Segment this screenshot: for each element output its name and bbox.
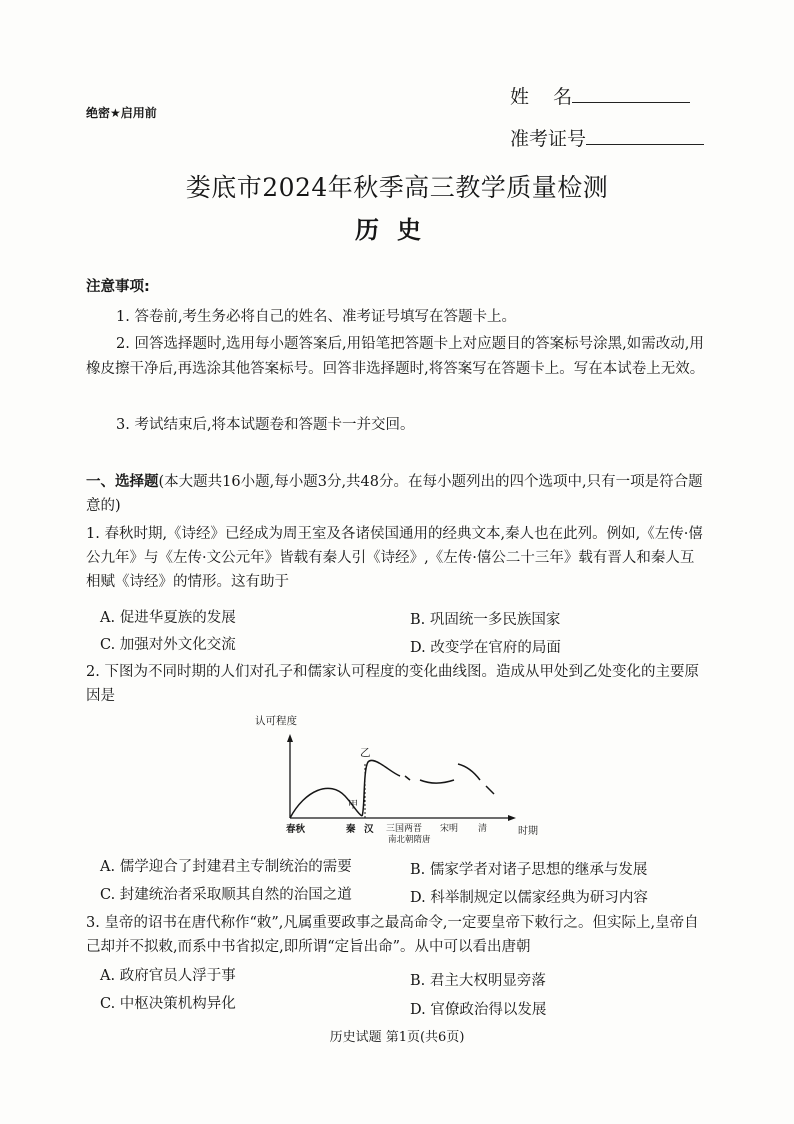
question-2-option-a[interactable]: A. 儒学迎合了封建君主专制统治的需要 (100, 859, 352, 875)
note-item-3: 3. 考试结束后,将本试题卷和答题卡一并交回。 (116, 417, 415, 433)
subject-title: 历史 (355, 215, 439, 244)
section-1-desc: (本大题共16小题,每小题3分,共48分。在每小题列出的四个选项中,只有一项是符合题意的) (86, 474, 703, 514)
exam-title: 娄底市2024年秋季高三教学质量检测 (185, 173, 609, 202)
mark-a-label: 甲 (348, 800, 358, 811)
curve-dash-2 (420, 780, 454, 783)
figure-y-arrow (287, 734, 293, 742)
note-item-1: 1. 答卷前,考生务必将自己的姓名、准考证号填写在答题卡上。 (116, 309, 517, 325)
period-label-songming: 宋明 (440, 824, 459, 834)
note-item-2: 2. 回答选择题时,选用每小题答案后,用铅笔把答题卡上对应题目的答案标号涂黑,如需改动,用橡皮擦干净后,再选涂其他答案标号。回答非选择题时,将答案写在答题卡上。写在本试卷上无效。 (86, 336, 705, 377)
question-1-option-d[interactable]: D. 改变学在官府的局面 (410, 640, 561, 656)
period-label-nanbeichao: 南北朝隋唐 (388, 835, 431, 845)
question-1-option-b[interactable]: B. 巩固统一多民族国家 (410, 612, 561, 628)
question-1-option-c[interactable]: C. 加强对外文化交流 (100, 637, 236, 653)
name-label: 姓 名 (510, 86, 573, 108)
section-1-heading: 一、选择题 (86, 474, 159, 490)
period-label-chunqiu: 春秋 (286, 824, 306, 835)
exam-id-blank[interactable] (586, 126, 704, 145)
question-3-option-b[interactable]: B. 君主大权明显旁落 (410, 973, 546, 989)
question-2-option-c[interactable]: C. 封建统治者采取顺其自然的治国之道 (100, 887, 352, 903)
curve-segment-3 (384, 766, 400, 776)
recognition-curve-figure (250, 710, 570, 852)
question-2-option-b[interactable]: B. 儒家学者对诸子思想的继承与发展 (410, 862, 648, 878)
question-3-option-c[interactable]: C. 中枢决策机构异化 (100, 996, 236, 1012)
exam-id-field (510, 124, 704, 151)
question-2-option-d[interactable]: D. 科举制规定以儒家经典为研习内容 (410, 890, 648, 906)
question-3-option-d[interactable]: D. 官僚政治得以发展 (410, 1002, 547, 1018)
mark-b-label: 乙 (360, 747, 371, 759)
period-label-qin: 秦 (346, 824, 356, 835)
figure-x-label: 时期 (518, 826, 538, 837)
question-1-stem: 1. 春秋时期,《诗经》已经成为周王室及各诸侯国通用的经典文本,秦人也在此列。例如,《左传·僖公九年》与《左传·文公元年》皆载有秦人引《诗经》,《左传·僖公二十三年》载有晋人和秦人互相赋《诗经》的情形。这有助于 (86, 526, 703, 590)
period-label-han: 汉 (364, 824, 374, 835)
figure-x-arrow (508, 815, 516, 821)
confidential-mark: 绝密★启用前 (86, 106, 157, 120)
name-blank[interactable] (572, 84, 690, 103)
curve-dash-1 (405, 776, 410, 780)
name-field (510, 82, 690, 109)
notes-heading: 注意事项: (86, 279, 150, 295)
curve-dash-3 (458, 764, 480, 780)
question-3-stem: 3. 皇帝的诏书在唐代称作“敕”,凡属重要政事之最高命令,一定要皇帝下敕行之。但实际上,皇帝自己却并不拟敕,而系中书省拟定,即所谓“定旨出命”。从中可以看出唐朝 (86, 915, 699, 955)
question-3-option-a[interactable]: A. 政府官员人浮于事 (100, 968, 236, 984)
curve-dash-4 (486, 786, 494, 794)
exam-id-label: 准考证号 (510, 128, 587, 150)
period-label-sanguo: 三国两晋 (386, 824, 423, 834)
question-1-option-a[interactable]: A. 促进华夏族的发展 (100, 610, 236, 626)
question-2-stem: 2. 下图为不同时期的人们对孔子和儒家认可程度的变化曲线图。造成从甲处到乙处变化的主要原因是 (86, 664, 699, 704)
section-1-header (86, 470, 708, 518)
figure-y-label: 认可程度 (255, 715, 297, 727)
period-label-qing: 清 (478, 824, 488, 834)
page-footer: 历史试题 第1页(共6页) (329, 1030, 465, 1045)
